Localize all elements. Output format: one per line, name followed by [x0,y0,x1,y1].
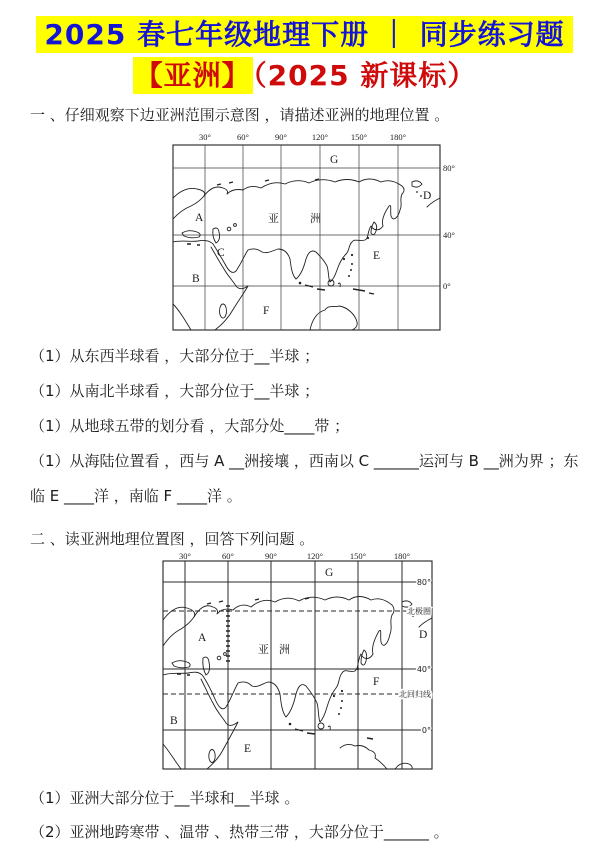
map2-asia-label-2: 洲 [278,643,290,656]
map1-longitude-labels [199,132,406,142]
map1-lon-150: 150° [350,132,367,142]
map2-lon-150: 150° [349,552,366,561]
map2-lon-180: 180° [393,552,410,561]
map2-label-f: F [372,676,379,688]
section1-questions [0,339,609,514]
map1-lat-0: 0° [442,281,451,291]
map1-label-f: F [262,305,269,317]
map2-asia-label-1: 亚 [257,643,269,656]
question-item: （2）亚洲地跨寒带 、温带 、热带三带 ，大部分位于______ 。 [30,823,449,841]
page-title [0,14,609,56]
map2-lon-120: 120° [306,552,323,561]
map2-lat-0: 0° [421,726,431,735]
map1-asia-label-2: 洲 [309,212,321,225]
map1-label-g: G [329,154,338,166]
map2-asia-position-map [155,552,455,777]
map2-label-a: A [197,632,206,644]
question-item: （1）从东西半球看 ，大部分位于__半球 ； [30,347,320,365]
map2-lon-60: 60° [221,552,234,561]
map1-lon-180: 180° [389,132,406,142]
header [0,0,609,96]
map1-label-a: A [194,212,203,224]
map2-lat-40: 40° [416,665,431,674]
map1-lon-60: 60° [236,132,249,142]
map2-lat-80: 80° [416,578,431,587]
map1-region-letters [192,154,431,317]
map1-coastline [173,179,440,330]
question-item: （1）从地球五带的划分看 ，大部分处____带 ； [30,417,350,435]
map2-tropic-of-cancer-label: 北回归线 [398,690,431,699]
subtitle-rest: （2025 新课标） [252,59,477,92]
map1-label-d: D [422,190,431,202]
map1-latitude-labels [443,163,455,291]
page-subtitle [0,56,609,96]
map1-lon-90: 90° [274,132,287,142]
map1-lon-120: 120° [311,132,328,142]
section2-heading: 二 、读亚洲地理位置图 ，回答下列问题 。 [30,530,315,548]
map2-label-b: B [169,715,178,727]
question-item: （1）亚洲大部分位于__半球和__半球 。 [30,789,300,807]
section1-heading: 一 、仔细观察下边亚洲范围示意图 ，请描述亚洲的地理位置 。 [30,106,450,124]
map2-label-e: E [243,743,251,755]
map2-label-d: D [418,629,427,641]
map1-asia-label-1: 亚 [267,212,279,225]
map2-arctic-circle-label: 北极圈 [406,607,431,616]
map2-coastline [163,597,432,770]
question-item: （1）从南北半球看 ，大部分位于__半球 ； [30,382,320,400]
map1-lon-30: 30° [198,132,211,142]
map1-label-e: E [372,250,380,262]
section2-questions [0,781,609,842]
subtitle-tag: 【亚洲】 [134,59,251,92]
map1-label-c: C [216,247,225,259]
map2-label-g: G [324,567,333,579]
map1-lat-80: 80° [442,163,455,173]
map1-lat-40: 40° [442,230,455,240]
map1-asia-range-map [155,128,455,333]
question-item: （1）从海陆位置看 ，西与 A __洲接壤 ，西南以 C ______运河与 B __洲为界 ；东临 E ____洋 ，南临 F ____洋 。 [30,452,579,505]
map2-longitude-labels [179,552,410,561]
map2-lon-30: 30° [178,552,191,561]
map1-label-b: B [191,273,200,285]
page-title-text: 2025 春七年级地理下册 ｜ 同步练习题 [36,16,572,53]
map2-lon-90: 90° [264,552,277,561]
